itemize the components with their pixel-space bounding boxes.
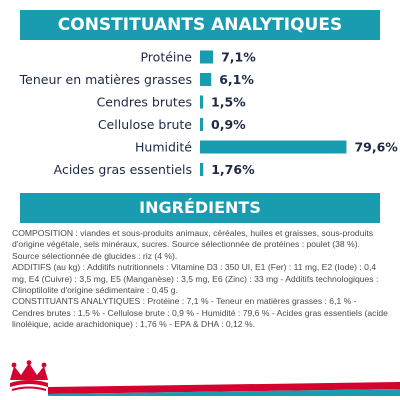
bar-value-label: 79,6%	[354, 139, 398, 155]
bar-value-label: 7,1%	[221, 49, 256, 65]
royal-canin-crown-logo-icon	[6, 360, 52, 394]
bar	[200, 96, 203, 109]
bar-value-label: 1,5%	[211, 94, 246, 110]
bar	[200, 163, 203, 176]
bar-value-label: 6,1%	[219, 72, 254, 87]
ingredients-header: INGRÉDIENTS	[20, 193, 380, 223]
bar-label: Teneur en matières grasses	[19, 72, 192, 87]
brand-stripe	[48, 376, 400, 396]
analytics-header: CONSTITUANTS ANALYTIQUES	[20, 10, 380, 40]
bar-value-label: 0,9%	[211, 117, 246, 132]
analytics-bar-chart	[0, 0, 400, 190]
bar	[200, 141, 346, 154]
bar-label: Acides gras essentiels	[53, 162, 192, 177]
bar-label: Protéine	[140, 49, 192, 65]
composition-text	[12, 228, 388, 331]
bar-value-label: 1,76%	[211, 162, 255, 177]
composition-paragraph: COMPOSITION : viandes et sous-produits animaux, céréales, huiles et graisses, sous-produits d'origine végétale, sels minéraux, sucres. Source sélectionnée de protéines : poulet (38 %). Source sélectionnée de glucides : riz (4 %).	[12, 228, 374, 261]
additives-paragraph: ADDITIFS (au kg) : Additifs nutritionnels : Vitamine D3 : 350 UI, E1 (Fer) : 11 mg, E2 (Iode) : 0,4 mg, E4 (Cuivre) : 3,5 mg, E5 (Manganèse) : 3,5 mg, E6 (Zinc) : 33 mg - Additifs technologiques : Clinoptilolite d'origine sédimentaire : 0,45 g.	[12, 262, 379, 296]
analytical-paragraph: CONSTITUANTS ANALYTIQUES : Protéine : 7,1 % - Teneur en matières grasses : 6,1 % - Cendres brutes : 1,5 % - Cellulose brute : 0,9 % - Humidité : 79,6 % - Acides gras essentiels (acide linoléique, acide arachidonique) : 1,76 % - EPA & DHA : 0,12 %.	[12, 296, 388, 330]
bar	[200, 51, 213, 64]
bar-label: Humidité	[135, 139, 192, 155]
bar-label: Cellulose brute	[97, 117, 192, 132]
bar	[200, 118, 203, 131]
bar-label: Cendres brutes	[96, 94, 192, 110]
bar	[200, 73, 211, 86]
